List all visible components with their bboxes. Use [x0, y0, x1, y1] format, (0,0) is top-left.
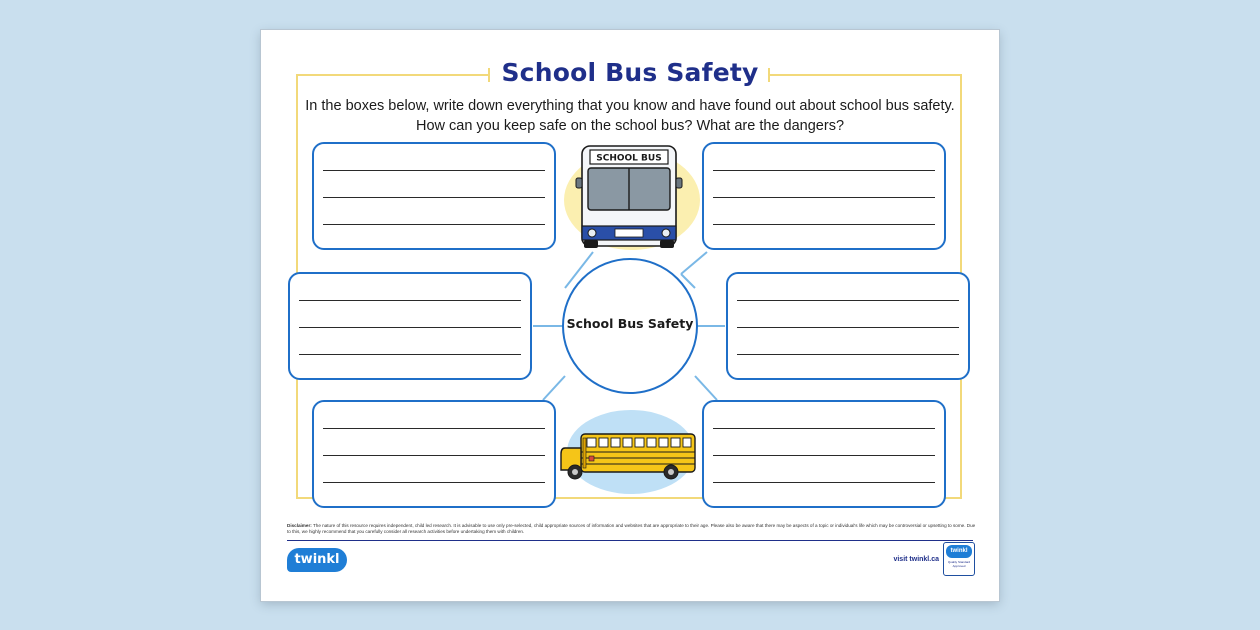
- badge-logo: twinkl: [946, 545, 972, 558]
- writing-line: [713, 428, 935, 429]
- writing-line: [737, 300, 959, 301]
- bus-sign-text: SCHOOL BUS: [596, 153, 662, 164]
- writing-line: [299, 327, 521, 328]
- writing-box-middle-right[interactable]: [726, 272, 970, 380]
- writing-line: [299, 300, 521, 301]
- writing-line: [323, 170, 545, 171]
- writing-line: [737, 327, 959, 328]
- writing-line: [737, 354, 959, 355]
- bus-side-illustration: [559, 404, 699, 500]
- visit-link[interactable]: visit twinkl.ca: [893, 556, 939, 563]
- writing-line: [713, 170, 935, 171]
- writing-line: [713, 482, 935, 483]
- writing-line: [323, 428, 545, 429]
- writing-line: [713, 224, 935, 225]
- writing-box-bottom-left[interactable]: [312, 400, 556, 508]
- writing-line: [323, 455, 545, 456]
- writing-line: [323, 197, 545, 198]
- quality-badge-icon: [943, 542, 975, 576]
- writing-box-top-right[interactable]: [702, 142, 946, 250]
- worksheet-title: School Bus Safety: [501, 58, 759, 87]
- twinkl-logo[interactable]: twinkl: [287, 548, 347, 572]
- badge-text: Quality Standard Approved: [947, 560, 971, 568]
- writing-box-middle-left[interactable]: [288, 272, 532, 380]
- writing-line: [299, 354, 521, 355]
- bus-front-illustration: [561, 142, 703, 252]
- worksheet-page: [261, 30, 999, 601]
- instruction-line-2: How can you keep safe on the school bus? What are the dangers?: [415, 118, 845, 134]
- writing-box-bottom-right[interactable]: [702, 400, 946, 508]
- disclaimer: [287, 523, 977, 535]
- instruction-line-1: In the boxes below, write down everything that you know and have found out about school bus safety.: [305, 98, 955, 114]
- hub-label: School Bus Safety: [566, 316, 694, 331]
- writing-line: [713, 455, 935, 456]
- writing-box-top-left[interactable]: [312, 142, 556, 250]
- disclaimer-label: Disclaimer:: [287, 523, 312, 528]
- writing-line: [323, 482, 545, 483]
- writing-line: [713, 197, 935, 198]
- disclaimer-text: The nature of this resource requires independent, child led research. It is advisable to use only pre-selected, child appropriate sources of information and websites that are appropriate to their age. Please also be aware that there may be aspects of a topic or individual's life which may be controversial or upsetting to some. Due to this, we highly recommend that you carefully consider all research activities before undertaking them with children.: [287, 523, 976, 534]
- writing-line: [323, 224, 545, 225]
- footer-divider: [287, 540, 973, 541]
